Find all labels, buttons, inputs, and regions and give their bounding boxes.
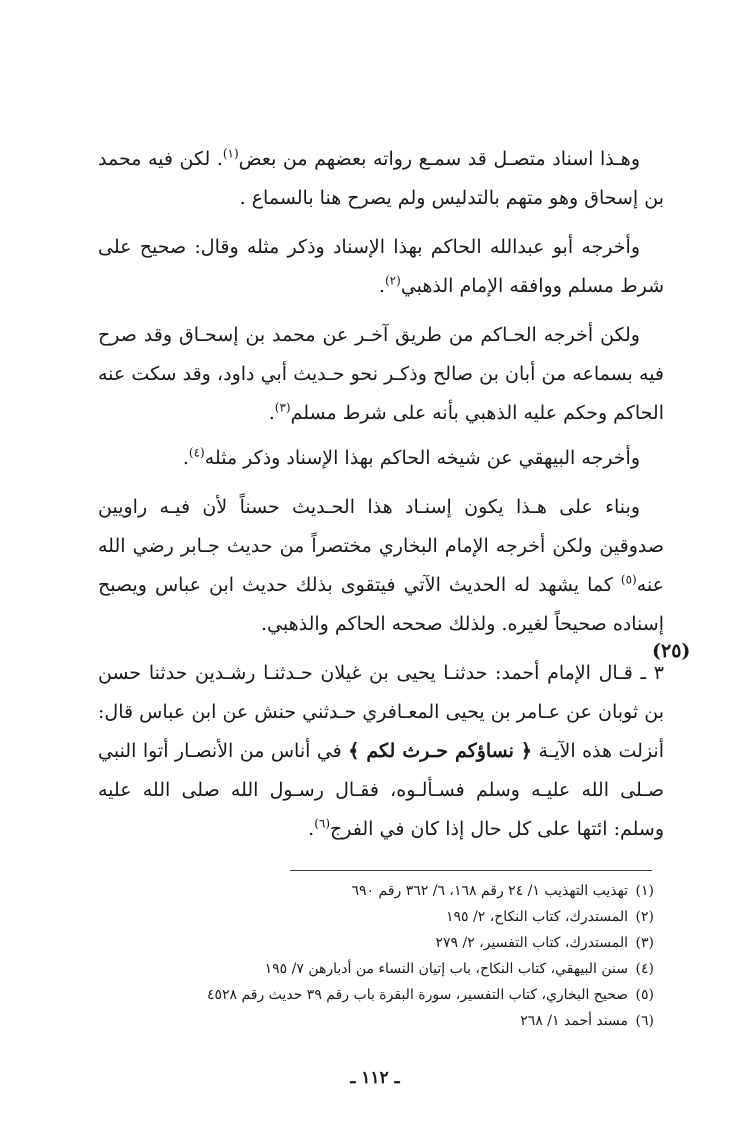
footnote-text: صحيح البخاري، كتاب التفسير، سورة البقرة باب رقم ٣٩ حديث رقم ٤٥٢٨ bbox=[206, 987, 628, 1003]
footnote-number: (٢) bbox=[635, 909, 654, 925]
main-text bbox=[98, 140, 664, 859]
footnote-3 bbox=[98, 930, 654, 956]
footnote-text: المستدرك، كتاب النكاح، ٢/ ١٩٥ bbox=[445, 909, 628, 925]
footnote-text: سنن البيهقي، كتاب النكاح، باب إتيان النساء من أدبارهن ٧/ ١٩٥ bbox=[264, 961, 628, 977]
footnote-number: (١) bbox=[635, 883, 654, 899]
hadith-number: (٢٥) bbox=[652, 640, 691, 662]
footnote-text: مسند أحمد ١/ ٢٦٨ bbox=[520, 1013, 628, 1029]
footnote-ref-4[interactable]: (٤) bbox=[188, 445, 205, 460]
footnote-2 bbox=[98, 904, 654, 930]
footnote-ref-3[interactable]: (٣) bbox=[274, 400, 291, 415]
footnote-divider bbox=[290, 870, 652, 871]
footnote-5 bbox=[98, 982, 654, 1008]
footnote-ref-1[interactable]: (١) bbox=[222, 146, 239, 161]
footnote-ref-6[interactable]: (٦) bbox=[314, 816, 331, 831]
page-number: ـ ١١٢ ـ bbox=[350, 1068, 400, 1088]
footnote-number: (٥) bbox=[635, 987, 654, 1003]
paragraph-2: وأخرجه أبو عبدالله الحاكم بهذا الإسناد وذكر مثله وقال: صحيح على شرط مسلم ووافقه الإمام الذهبي$^{(٢)}$. bbox=[98, 236, 664, 297]
paragraph-3: ولكن أخرجه الحـاكم من طريق آخـر عن محمد بن إسحـاق وقد صرح فيه بسماعه من أبان بن صالح وذكـر نحو حـديث أبي داود، وقد سكت عنه الحاكم وحكم عليه الذهبي بأنه على شرط مسلم$^{(٣)}$. bbox=[98, 324, 664, 424]
footnotes bbox=[98, 878, 654, 1034]
hadith-paragraph: ٣ ـ قـال الإمام أحمد: حدثنـا يحيى بن غيلان حـدثنـا رشـدين حدثنا حسن بن ثوبان عن عـامر بن يحيى المعـافري حـدثني حنش عن ابن عباس قال: أنزلت هذه الآيـة ﴿ نساؤكم حـرث لكم ﴾ في أناس من الأنصـار أتوا النبي صـلى الله عليـه وسلم فسـألـوه، فقـال رسـول الله صلى الله عليه وسلم: ائتها على كل حال إذا كان في الفرج$^{(٦)}$. bbox=[98, 662, 664, 840]
footnote-number: (٣) bbox=[635, 935, 654, 951]
footnote-4 bbox=[98, 956, 654, 982]
paragraph-1: وهـذا اسناد متصـل قد سمـع رواته بعضهم من بعض$^{(١)}$. لكن فيه محمد بن إسحاق وهو متهم بالتدليس ولم يصرح هنا بالسماع . bbox=[98, 146, 664, 209]
footnote-text: المستدرك، كتاب التفسير، ٢/ ٢٧٩ bbox=[435, 935, 628, 951]
footnote-ref-5[interactable]: (٥) bbox=[620, 572, 637, 587]
footnote-number: (٦) bbox=[635, 1013, 654, 1029]
quran-verse: ﴿ نساؤكم حـرث لكم ﴾ bbox=[348, 740, 533, 762]
paragraph-4: وأخرجه البيهقي عن شيخه الحاكم بهذا الإسناد وذكر مثله$^{(٤)}$. bbox=[182, 445, 640, 469]
footnote-ref-2[interactable]: (٢) bbox=[384, 273, 401, 288]
footnote-6 bbox=[98, 1008, 654, 1034]
footnote-number: (٤) bbox=[635, 961, 654, 977]
paragraph-5: وبناء على هـذا يكون إسنـاد هذا الحـديث حسناً لأن فيـه راويين صدوقين ولكن أخرجه الإمام البخاري مختصراً من حديث جـابر رضي الله عنه$^{(٥)}$ كما يشهد له الحديث الآتي فيتقوى بذلك حديث ابن عباس ويصبح إسناده صحيحاً لغيره. ولذلك صححه الحاكم والذهبي. bbox=[98, 496, 664, 635]
footnote-text: تهذيب التهذيب ١/ ٢٤ رقم ١٦٨، ٦/ ٣٦٢ رقم ٦٩٠ bbox=[351, 883, 628, 899]
footnote-1 bbox=[98, 878, 654, 904]
